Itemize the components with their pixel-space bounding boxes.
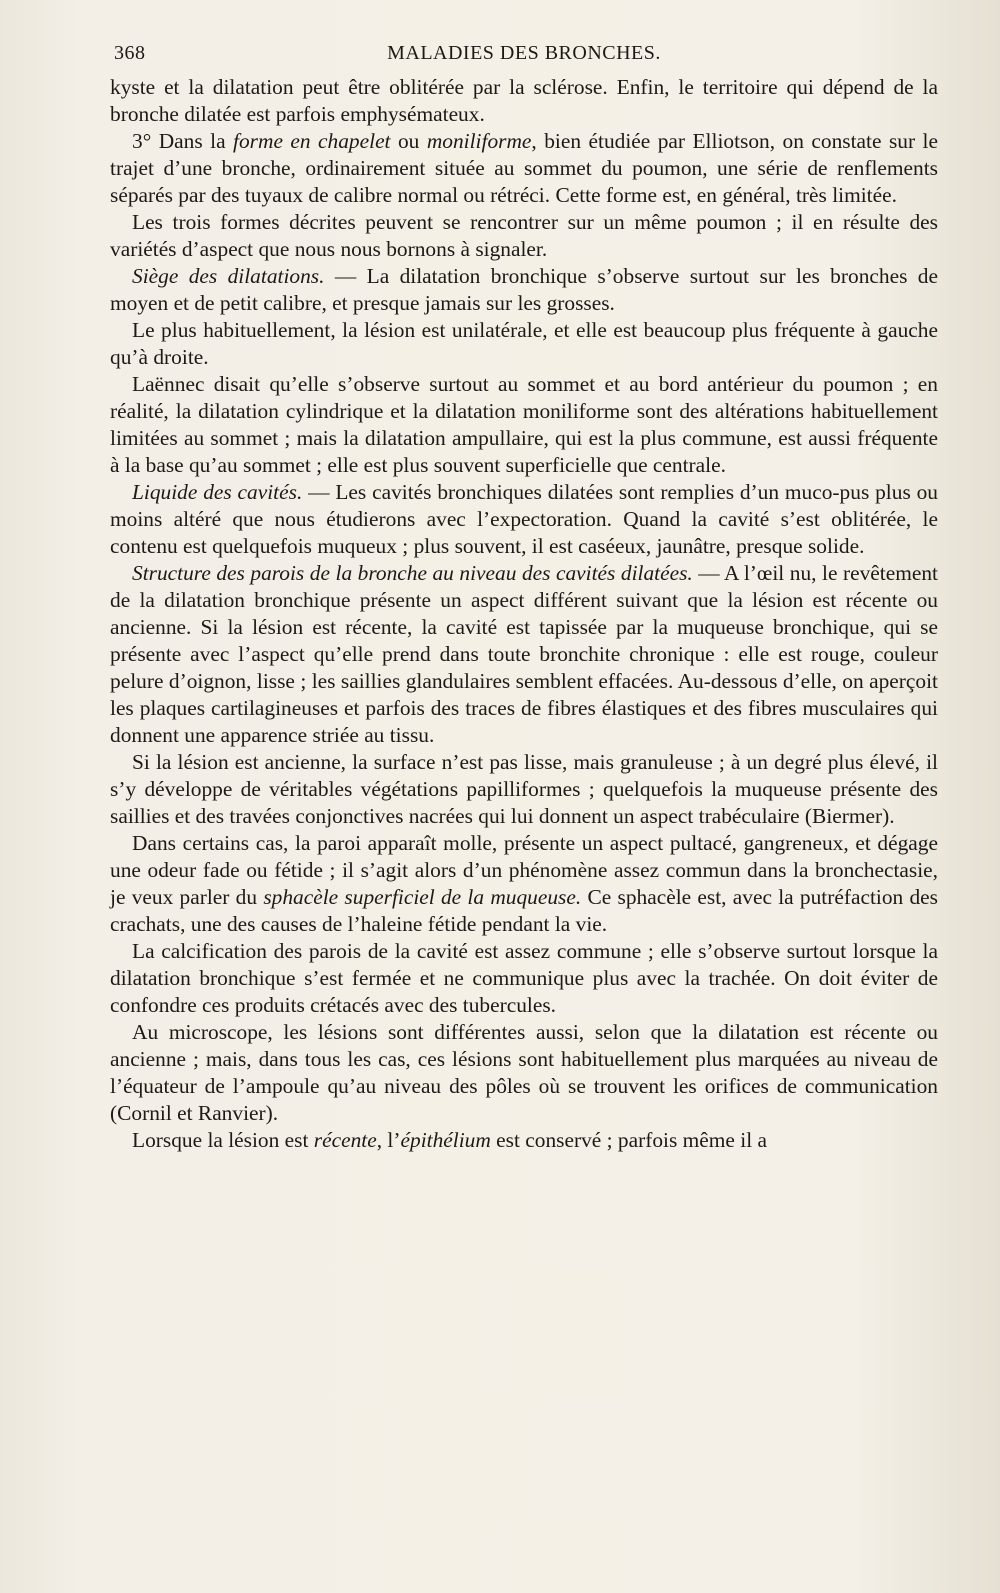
- paragraph-trois-formes: Les trois formes décrites peuvent se rencontrer sur un même poumon ; il en résulte des variétés d’aspect que nous nous bornons à signaler.: [110, 210, 938, 261]
- paragraph-sphacele: Dans certains cas, la paroi apparaît molle, présente un aspect pultacé, gangreneux, et dégage une odeur fade ou fétide ; il s’agit alors d’un phénomène assez commun dans la bronchectasie, je veux parler du sphacèle superficiel de la muqueuse. Ce sphacèle est, avec la putréfaction des crachats, une des causes de l’haleine fétide pendant la vie.: [110, 831, 938, 936]
- paragraph-lesion-recente: Lorsque la lésion est récente, l’épithélium est conservé ; parfois même il a: [132, 1128, 767, 1152]
- paragraph-calcification: La calcification des parois de la cavité est assez commune ; elle s’observe surtout lorsque la dilatation bronchique s’est fermée et ne communique plus avec la trachée. On doit éviter de confondre ces produits crétacés avec des tubercules.: [110, 939, 938, 1017]
- paragraph-structure: Structure des parois de la bronche au niveau des cavités dilatées. — A l’œil nu, le revêtement de la dilatation bronchique présente un aspect différent suivant que la lésion est récente ou ancienne. Si la lésion est récente, la cavité est tapissée par la muqueuse bronchique, qui se présente avec l’aspect qu’elle prend dans toute bronchite chronique : elle est rouge, couleur pelure d’oignon, lisse ; les saillies glandulaires semblent effacées. Au-dessous d’elle, on aperçoit les plaques cartilagineuses et parfois des traces de fibres élastiques et des fibres musculaires qui donnent une apparence striée au tissu.: [110, 561, 938, 747]
- page-number: 368: [114, 42, 146, 64]
- body-text: [110, 74, 938, 1154]
- page-header: [110, 40, 938, 74]
- paragraph-ancienne: Si la lésion est ancienne, la surface n’est pas lisse, mais granuleuse ; à un degré plus élevé, il s’y développe de véritables végétations papilliformes ; quelquefois la muqueuse présente des saillies et des travées conjonctives nacrées qui lui donnent un aspect trabéculaire (Biermer).: [110, 750, 938, 828]
- paragraph-siege: Siège des dilatations. — La dilatation bronchique s’observe surtout sur les bronches de moyen et de petit calibre, et presque jamais sur les grosses.: [110, 264, 938, 315]
- paragraph-forme-chapelet: 3° Dans la forme en chapelet ou moniliforme, bien étudiée par Elliotson, on constate sur le trajet d’une bronche, ordinairement située au sommet du poumon, une série de renflements séparés par des tuyaux de calibre normal ou rétréci. Cette forme est, en général, très limitée.: [110, 129, 938, 207]
- paragraph-laennec: Laënnec disait qu’elle s’observe surtout au sommet et au bord antérieur du poumon ; en réalité, la dilatation cylindrique et la dilatation moniliforme sont des altérations habituellement limitées au sommet ; mais la dilatation ampullaire, qui est la plus commune, est aussi fréquente à la base qu’au sommet ; elle est plus souvent superficielle que centrale.: [110, 372, 938, 477]
- running-title: MALADIES DES BRONCHES.: [387, 42, 661, 64]
- paragraph-microscope: Au microscope, les lésions sont différentes aussi, selon que la dilatation est récente ou ancienne ; mais, dans tous les cas, ces lésions sont habituellement plus marquées au niveau de l’équateur de l’ampoule qu’au niveau des pôles où se trouvent les orifices de communication (Cornil et Ranvier).: [110, 1020, 938, 1125]
- paragraph-unilaterale: Le plus habituellement, la lésion est unilatérale, et elle est beaucoup plus fréquente à gauche qu’à droite.: [110, 318, 938, 369]
- paragraph-liquide: Liquide des cavités. — Les cavités bronchiques dilatées sont remplies d’un muco-pus plus ou moins altéré que nous étudierons avec l’expectoration. Quand la cavité s’est oblitérée, le contenu est quelquefois muqueux ; plus souvent, il est caséeux, jaunâtre, presque solide.: [110, 480, 938, 558]
- paragraph-continuation: kyste et la dilatation peut être oblitérée par la sclérose. Enfin, le territoire qui dépend de la bronche dilatée est parfois emphysémateux.: [110, 75, 938, 126]
